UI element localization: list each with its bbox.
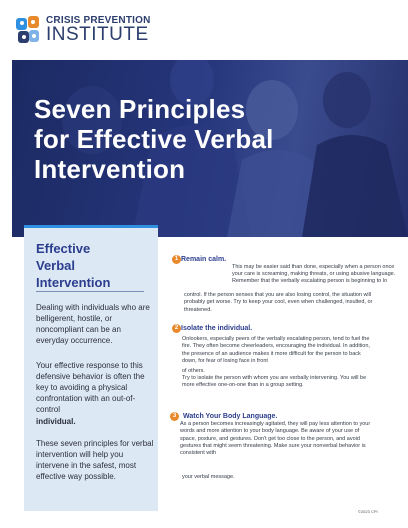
- principle-3-body-a: As a person becomes increasingly agitated, they will pay less attention to your words and more attention to your body language. Be aware of your use of space, posture, and gestures. Don't get too close to the person, and avoid gestures that might seem threatening. Make sure your nonverbal behavior is consistent with: [180, 421, 371, 457]
- sidebar-heading-line1: Effective: [36, 241, 91, 256]
- cpi-logo-icon: [16, 16, 40, 44]
- logo-title-bottom: INSTITUTE: [46, 24, 149, 45]
- hero-banner: [12, 60, 408, 237]
- principle-1-number: 1: [172, 255, 181, 264]
- principle-3-body-b: your verbal message.: [182, 474, 235, 480]
- hero-title-line2: for Effective Verbal: [34, 124, 274, 154]
- principle-2-body-b: of others.: [182, 368, 205, 374]
- sidebar-paragraph-3: These seven principles for verbal intervention will help you intervene in the safest, most effective way possible.: [36, 439, 154, 481]
- principle-1-body-b: your care is screaming, making threats, or using abusive language.: [232, 271, 396, 277]
- principle-1-title: Remain calm.: [181, 256, 227, 263]
- sidebar-divider: [36, 291, 144, 292]
- principle-2-body-c: Try to isolate the person with whom you are verbally intervening. You will be more effective one-on-one than in a group setting.: [182, 375, 367, 389]
- principle-3-title: Watch Your Body Language.: [183, 413, 278, 420]
- hero-title: [34, 94, 304, 184]
- principle-3-number: 3: [170, 412, 179, 421]
- copyright-footer: ©2023 CPI: [358, 509, 378, 514]
- sidebar-paragraph-1: Dealing with individuals who are belligerent, hostile, or noncompliant can be an everyday occurrence.: [36, 303, 150, 345]
- sidebar-heading-line2: Verbal: [36, 258, 76, 273]
- hero-title-line3: Intervention: [34, 154, 186, 184]
- sidebar-heading: [36, 240, 146, 291]
- principle-2-body-a: Onlookers, especially peers of the verbally escalating person, tend to fuel the fire. They often become cheerleaders, encouraging the individual. In addition, the presence of an audience makes it more difficult for the person to back down, for fear of losing face in front: [182, 336, 370, 364]
- sidebar-heading-line3: Intervention: [36, 275, 111, 290]
- sidebar-paragraph-2-end: individual.: [36, 417, 76, 426]
- sidebar-paragraph-2: Your effective response to this defensive behavior is often the key to avoiding a physical confrontation with an out-of-control: [36, 361, 145, 414]
- principle-2-number: 2: [172, 324, 181, 333]
- principle-2-title: Isolate the individual.: [181, 325, 253, 332]
- principle-1-body-c: Remember that the verbally escalating person is beginning to lo: [232, 278, 388, 284]
- principle-1-body-d: control. If the person senses that you are also losing control, the situation will probably get worse. Try to keep your cool, even when challenged, insulted, or threatened.: [184, 292, 373, 313]
- principle-1-body-a: This may be easier said than done, especially when a person once: [232, 264, 395, 270]
- logo-title-top: CRISIS PREVENTION: [46, 15, 151, 26]
- hero-title-line1: Seven Principles: [34, 94, 246, 124]
